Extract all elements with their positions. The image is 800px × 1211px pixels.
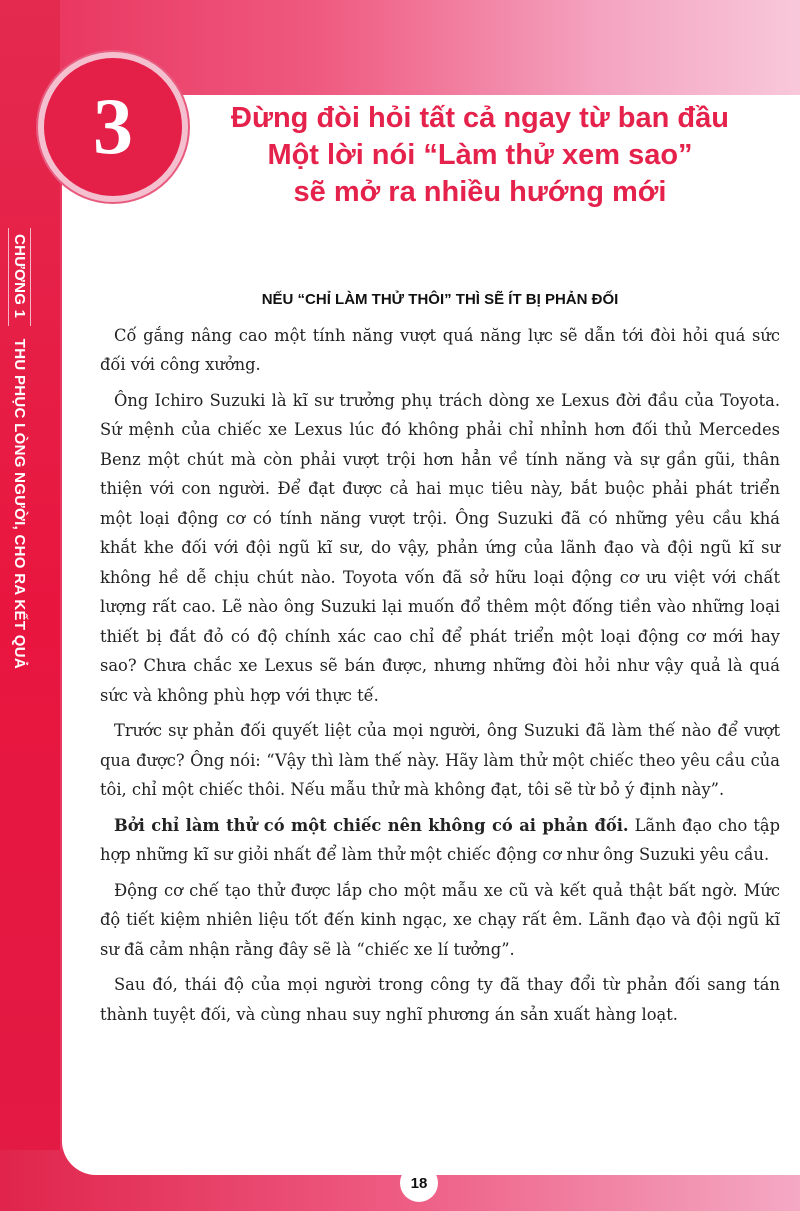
chapter-number: 3 (93, 82, 133, 171)
page-title (200, 100, 760, 211)
paragraph-rest: Lãnh đạo cho tập hợp những kĩ sư giỏi nhất để làm thử một chiếc động cơ như ông Suzuki yêu cầu. (100, 815, 781, 864)
title-line: Đừng đòi hỏi tất cả ngay từ ban đầu (231, 102, 729, 134)
title-line: Một lời nói “Làm thử xem sao” (267, 139, 693, 171)
paragraph (100, 811, 780, 870)
paragraph: Trước sự phản đối quyết liệt của mọi người, ông Suzuki đã làm thế nào để vượt qua được? Ông nói: “Vậy thì làm thế này. Hãy làm thử một chiếc theo yêu cầu của tôi, chỉ một chiếc thôi. Nếu mẫu thử mà không đạt, tôi sẽ từ bỏ ý định này”. (100, 721, 780, 799)
chapter-title: THU PHỤC LÒNG NGƯỜI, CHO RA KẾT QUẢ (11, 338, 28, 669)
paragraph: Ông Ichiro Suzuki là kĩ sư trưởng phụ trách dòng xe Lexus đời đầu của Toyota. Sứ mệnh của chiếc xe Lexus lúc đó không phải chỉ nhỉnh hơn đối thủ Mercedes Benz một chút mà còn phải vượt trội hơn hẳn về tính năng và sự gần gũi, thân thiện với con người. Để đạt được cả hai mục tiêu này, bắt buộc phải phát triển một loại động cơ có tính năng vượt trội. Ông Suzuki đã có những yêu cầu khá khắt khe đối với đội ngũ kĩ sư, do vậy, phản ứng của lãnh đạo và đội ngũ kĩ sư không hề dễ chịu chút nào. Toyota vốn đã sở hữu loại động cơ ưu việt với chất lượng rất cao. Lẽ nào ông Suzuki lại muốn đổ thêm một đống tiền vào những loại thiết bị đắt đỏ có độ chính xác cao chỉ để phát triển một loại động cơ mới hay sao? Chưa chắc xe Lexus sẽ bán được, nhưng những đòi hỏi như vậy quả là quá sức và không phù hợp với thực tế. (100, 390, 780, 705)
bold-lead: Bởi chỉ làm thử có một chiếc nên không có ai phản đối. (114, 815, 629, 835)
chapter-sidebar (8, 228, 31, 669)
paragraph: Sau đó, thái độ của mọi người trong công ty đã thay đổi từ phản đối sang tán thành tuyệt đối, và cùng nhau suy nghĩ phương án sản xuất hàng loạt. (100, 975, 780, 1024)
paragraph: Cố gắng nâng cao một tính năng vượt quá năng lực sẽ dẫn tới đòi hỏi quá sức đối với công xưởng. (100, 325, 780, 374)
page-number: 18 (400, 1164, 438, 1202)
chapter-number-badge (38, 52, 188, 202)
chapter-label: CHƯƠNG 1 (8, 228, 31, 326)
title-line: sẽ mở ra nhiều hướng mới (293, 176, 667, 208)
section-heading: NẾU “CHỈ LÀM THỬ THÔI” THÌ SẼ ÍT BỊ PHẢN ĐỐI (261, 291, 619, 308)
body-text (100, 285, 780, 1035)
paragraph: Động cơ chế tạo thử được lắp cho một mẫu xe cũ và kết quả thật bất ngờ. Mức độ tiết kiệm nhiên liệu tốt đến kinh ngạc, xe chạy rất êm. Lãnh đạo và đội ngũ kĩ sư đã cảm nhận rằng đây sẽ là “chiếc xe lí tưởng”. (100, 880, 780, 959)
